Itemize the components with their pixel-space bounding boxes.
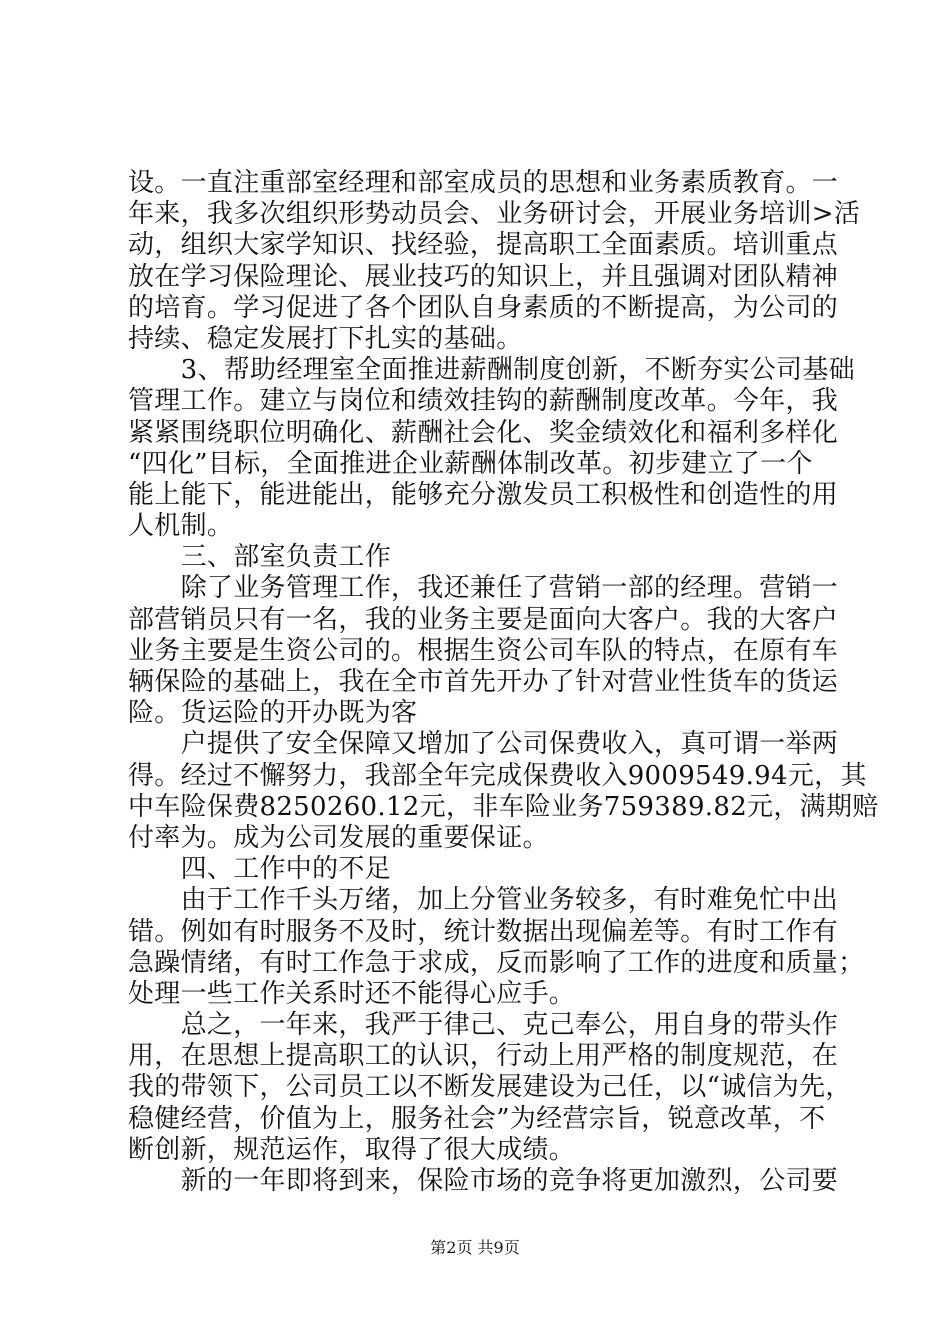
text-line: 户提供了安全保障又增加了公司保费收入，真可谓一举两 bbox=[128, 729, 839, 760]
text-line: 部营销员只有一名，我的业务主要是面向大客户。我的大客户 bbox=[128, 604, 839, 635]
text-line: 动，组织大家学知识、找经验，提高职工全面素质。培训重点 bbox=[128, 230, 839, 261]
text-line: 新的一年即将到来，保险市场的竞争将更加激烈，公司要 bbox=[128, 1166, 839, 1196]
text-line: 用，在思想上提高职工的认识，行动上用严格的制度规范，在 bbox=[128, 1041, 839, 1072]
text-line: 除了业务管理工作，我还兼任了营销一部的经理。营销一 bbox=[128, 573, 839, 604]
text-line: 能上能下，能进能出，能够充分激发员工积极性和创造性的用 bbox=[128, 479, 839, 510]
text-line: 错。例如有时服务不及时，统计数据出现偏差等。有时工作有 bbox=[128, 916, 839, 947]
text-line: 四、工作中的不足 bbox=[128, 854, 392, 885]
text-line: 付率为。成为公司发展的重要保证。 bbox=[128, 822, 549, 853]
text-line: 总之，一年来，我严于律己、克己奉公，用自身的带头作 bbox=[128, 1010, 839, 1041]
text-line: 管理工作。建立与岗位和绩效挂钩的薪酬制度改革。今年，我 bbox=[128, 386, 839, 417]
body-text bbox=[128, 168, 879, 1197]
page-footer: 第2页 共9页 bbox=[430, 1238, 520, 1257]
text-line: 我的带领下，公司员工以不断发展建设为己任，以“诚信为先， bbox=[128, 1072, 852, 1103]
text-line: 辆保险的基础上，我在全市首先开办了针对营业性货车的货运 bbox=[128, 667, 839, 697]
text-line: 持续、稳定发展打下扎实的基础。 bbox=[128, 323, 523, 354]
text-line: 紧紧围绕职位明确化、薪酬社会化、奖金绩效化和福利多样化 bbox=[128, 417, 839, 448]
text-line: 稳健经营，价值为上，服务社会”为经营宗旨，锐意改革，不 bbox=[128, 1103, 826, 1134]
text-line: 险。货运险的开办既为客 bbox=[128, 698, 418, 729]
text-line: 的培育。学习促进了各个团队自身素质的不断提高，为公司的 bbox=[128, 292, 839, 323]
text-line: 三、部室负责工作 bbox=[128, 542, 392, 573]
text-line: 得。经过不懈努力，我部全年完成保费收入9009549.94元，其 bbox=[128, 760, 867, 791]
text-line: “四化”目标，全面推进企业薪酬体制改革。初步建立了一个 bbox=[128, 448, 813, 479]
text-line: 年来，我多次组织形势动员会、业务研讨会，开展业务培训>活 bbox=[128, 199, 861, 230]
text-line: 由于工作千头万绪，加上分管业务较多，有时难免忙中出 bbox=[128, 885, 839, 916]
text-line: 中车险保费8250260.12元，非车险业务759389.82元，满期赔 bbox=[128, 791, 879, 822]
text-line: 断创新，规范运作，取得了很大成绩。 bbox=[128, 1134, 576, 1165]
text-line: 3、帮助经理室全面推进薪酬制度创新，不断夯实公司基础 bbox=[128, 355, 855, 386]
text-line: 人机制。 bbox=[128, 511, 234, 542]
text-line: 设。一直注重部室经理和部室成员的思想和业务素质教育。一 bbox=[128, 168, 839, 198]
text-line: 急躁情绪，有时工作急于求成，反而影响了工作的进度和质量； bbox=[128, 947, 865, 978]
text-line: 业务主要是生资公司的。根据生资公司车队的特点，在原有车 bbox=[128, 635, 839, 666]
text-line: 处理一些工作关系时还不能得心应手。 bbox=[128, 978, 576, 1009]
text-line: 放在学习保险理论、展业技巧的知识上，并且强调对团队精神 bbox=[128, 261, 839, 292]
